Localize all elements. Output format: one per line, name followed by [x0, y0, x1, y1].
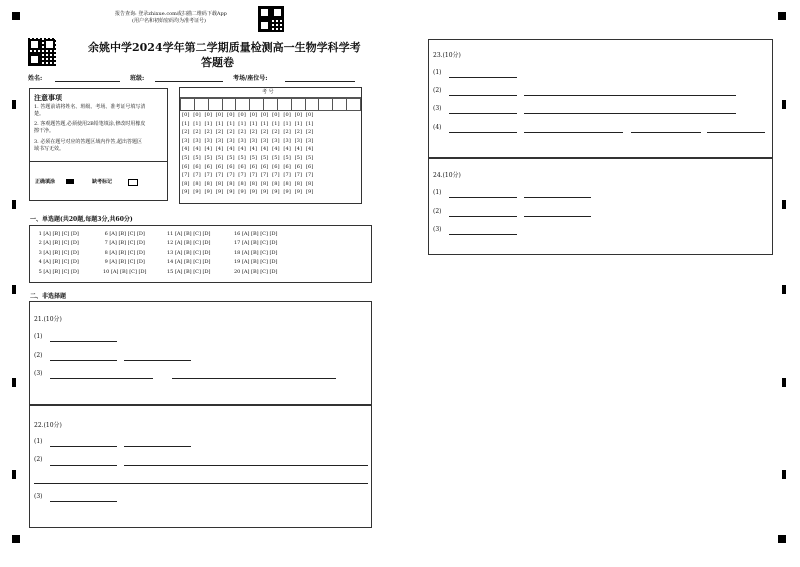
exam-digit-cell[interactable] [264, 99, 278, 111]
mcq-column[interactable]: 1 [A] [B] [C] [D] 2 [A] [B] [C] [D] 3 [A] [B] [C] [D] 4 [A] [B] [C] [D] 5 [A] [B] [C] [D] [38, 231, 79, 275]
q23-answer-line[interactable] [449, 77, 517, 78]
exam-digit-cell[interactable] [277, 99, 291, 111]
exam-digit-cell[interactable] [236, 99, 250, 111]
q21-part-label: (2) [34, 352, 43, 359]
timing-mark [782, 200, 786, 209]
exam-digit-cell[interactable] [347, 99, 361, 111]
timing-mark [782, 378, 786, 387]
exam-number-header: 考 号 [262, 89, 274, 95]
report-notice-line1: 报告查询: 登录zhixue.com或扫描二维码下载App [115, 11, 227, 17]
q21-part-label: (3) [34, 370, 43, 377]
q24-part-label: (2) [433, 208, 442, 215]
class-label: 班级: [130, 75, 145, 82]
exam-digit-cell[interactable] [305, 99, 319, 111]
timing-mark [12, 100, 16, 109]
qr-code-icon [28, 38, 56, 66]
exam-digit-cell[interactable] [181, 99, 195, 111]
q23-answer-line[interactable] [449, 95, 517, 96]
q22-title: 22.(10分) [34, 422, 62, 429]
class-field[interactable] [155, 81, 223, 82]
q23-title: 23.(10分) [433, 52, 461, 59]
correct-fill-sample [66, 179, 74, 184]
q23-answer-line[interactable] [449, 113, 517, 114]
q23-part-label: (3) [433, 105, 442, 112]
q21-answer-line[interactable] [124, 360, 191, 361]
q23-answer-line[interactable] [449, 132, 517, 133]
notes-item: 2. 客观题答题,必须使用2B铅笔填涂,修改时用橡皮擦干净。 [34, 121, 146, 134]
q24-part-label: (1) [433, 189, 442, 196]
absent-checkbox[interactable] [128, 179, 138, 186]
q24-box [428, 158, 773, 255]
q21-part-label: (1) [34, 333, 43, 340]
q23-part-label: (1) [433, 69, 442, 76]
timing-mark [12, 200, 16, 209]
q22-answer-line[interactable] [124, 446, 191, 447]
exam-digit-cell[interactable] [208, 99, 222, 111]
q23-answer-line[interactable] [524, 113, 736, 114]
page-subtitle: 答题卷 [201, 56, 234, 69]
notes-box [29, 88, 168, 201]
exam-number-bubbles[interactable]: [0] [0] [0] [0] [0] [0] [0] [0] [0] [0] [0] [0] [1] [1] [1] [1] [1] [1] [1] [1] [1] [1] [1] [1] [2] [2] [2] [2] [2] [2] [2] [2] [2] [2] [2] [2] [3] [3] [3] [3] [3] [3] [3] [3] [3] [3] [3] [3] [4] [4] [4] [4] [4] [4] [4] [4] [4] [4] [4] [4] [5] [5] [5] [5] [5] [5] [5] [5] [5] [5] [5] [5] [6] [6] [6] [6] [6] [6] [6] [6] [6] [6] [6] [6] [7] [7] [7] [7] [7] [7] [7] [7] [7] [7] [7] [7] [8] [8] [8] [8] [8] [8] [8] [8] [8] [8] [8] [8] [9] [9] [9] [9] [9] [9] [9] [9] [9] [9] [9] [9] [182, 112, 314, 196]
exam-digit-cell[interactable] [194, 99, 208, 111]
registration-mark-tl [12, 12, 20, 20]
q24-answer-line[interactable] [449, 197, 517, 198]
seat-field[interactable] [285, 81, 355, 82]
section2-title: 二、非选择题 [30, 293, 67, 300]
q22-part-label: (3) [34, 493, 43, 500]
exam-digit-cell[interactable] [291, 99, 305, 111]
timing-mark [12, 470, 16, 479]
notes-heading: 注意事项 [34, 93, 62, 102]
q23-part-label: (2) [433, 87, 442, 94]
qr-code-icon[interactable] [258, 6, 284, 32]
exam-number-write-cells [180, 98, 361, 111]
name-label: 姓名: [28, 75, 43, 82]
exam-digit-cell[interactable] [250, 99, 264, 111]
notes-item: 3. 必须在题号对应的答题区域内作答,超出答题区域书写无效。 [34, 139, 142, 152]
report-notice-line2: (用户名和初始密码均为准考证号) [132, 18, 206, 24]
q21-answer-line[interactable] [50, 341, 117, 342]
q22-box [29, 405, 372, 528]
mcq-column[interactable]: 16 [A] [B] [C] [D] 17 [A] [B] [C] [D] 18 [A] [B] [C] [D] 19 [A] [B] [C] [D] 20 [A] [B] [C] [D] [234, 231, 278, 275]
q22-part-label: (1) [34, 438, 43, 445]
registration-mark-br [778, 535, 786, 543]
q24-answer-line[interactable] [524, 216, 591, 217]
exam-digit-cell[interactable] [222, 99, 236, 111]
registration-mark-bl [12, 535, 20, 543]
q22-answer-line[interactable] [124, 465, 368, 466]
q22-part-label: (2) [34, 456, 43, 463]
q24-answer-line[interactable] [449, 216, 517, 217]
q22-answer-line[interactable] [50, 465, 117, 466]
timing-mark [782, 285, 786, 294]
exam-number-grid [179, 87, 362, 204]
q21-answer-line[interactable] [50, 378, 153, 379]
timing-mark [782, 100, 786, 109]
q23-part-label: (4) [433, 124, 442, 131]
notes-item: 1. 答题前请将姓名、班级、考场、准考证号填写清楚。 [34, 104, 146, 117]
correct-fill-label: 正确填涂 [35, 179, 56, 185]
q22-answer-line[interactable] [50, 446, 117, 447]
mcq-column[interactable]: 6 [A] [B] [C] [D] 7 [A] [B] [C] [D] 8 [A] [B] [C] [D] 9 [A] [B] [C] [D] 10 [A] [B] [C] [D] [103, 231, 147, 275]
q21-answer-line[interactable] [172, 378, 336, 379]
page-title: 余姚中学2024学年第二学期质量检测高一生物学科学考 [88, 41, 361, 54]
q23-answer-line[interactable] [524, 95, 736, 96]
q22-answer-line[interactable] [34, 483, 368, 484]
q21-answer-line[interactable] [50, 360, 117, 361]
q23-answer-line[interactable] [707, 132, 765, 133]
timing-mark [782, 470, 786, 479]
name-field[interactable] [55, 81, 120, 82]
mcq-box [29, 225, 372, 283]
absent-label: 缺考标记 [92, 179, 113, 185]
section1-title: 一、单选题(共20题,每题3分,共60分) [30, 216, 133, 223]
registration-mark-tr [778, 12, 786, 20]
q24-part-label: (3) [433, 226, 442, 233]
q21-title: 21.(10分) [34, 316, 62, 323]
q22-answer-line[interactable] [50, 501, 117, 502]
notes-divider [30, 161, 167, 162]
q24-answer-line[interactable] [449, 234, 517, 235]
timing-mark [12, 285, 16, 294]
q23-answer-line[interactable] [524, 132, 623, 133]
q23-box [428, 39, 773, 158]
mcq-column[interactable]: 11 [A] [B] [C] [D] 12 [A] [B] [C] [D] 13 [A] [B] [C] [D] 14 [A] [B] [C] [D] 15 [A] [B] [C] [D] [167, 231, 211, 275]
q23-answer-line[interactable] [631, 132, 701, 133]
exam-digit-cell[interactable] [319, 99, 333, 111]
timing-mark [12, 378, 16, 387]
exam-digit-cell[interactable] [333, 99, 347, 111]
q21-box [29, 301, 372, 405]
q24-answer-line[interactable] [524, 197, 591, 198]
q24-title: 24.(10分) [433, 172, 461, 179]
seat-label: 考场/座位号: [233, 75, 268, 82]
